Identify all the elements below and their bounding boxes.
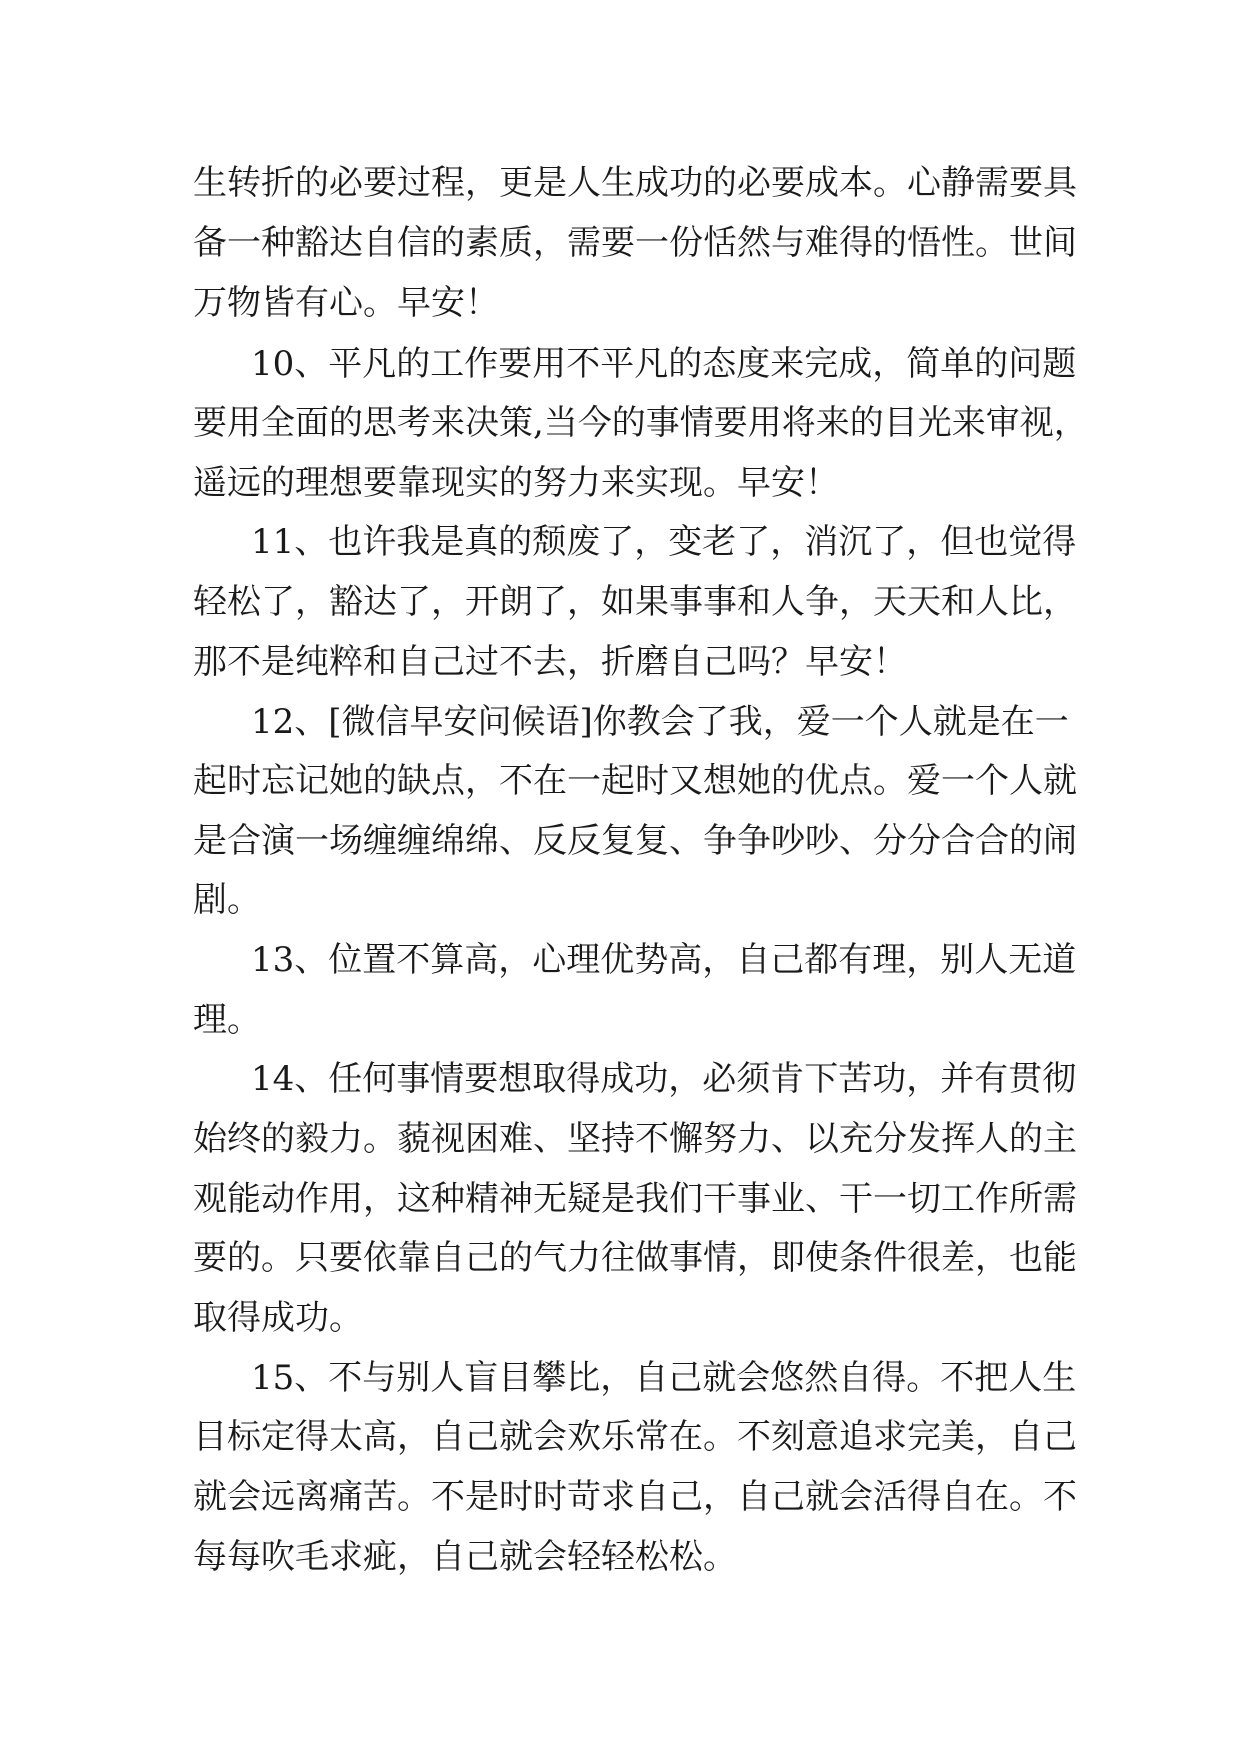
text-line: 是合演一场缠缠绵绵、反反复复、争争吵吵、分分合合的闹 [193,821,1077,861]
text-line: 起时忘记她的缺点，不在一起时又想她的优点。爱一个人就 [193,761,1077,801]
text-line: 观能动作用，这种精神无疑是我们干事业、干一切工作所需 [193,1179,1077,1219]
paragraph-10-first-line: 10、平凡的工作要用不平凡的态度来完成，简单的问题 [251,344,1077,384]
text-line: 那不是纯粹和自己过不去，折磨自己吗？早安！ [193,642,907,682]
text-line: 就会远离痛苦。不是时时苛求自己，自己就会活得自在。不 [193,1477,1077,1517]
text-line: 遥远的理想要靠现实的努力来实现。早安！ [193,463,839,503]
text-line: 剧。 [193,880,261,920]
text-line: 要用全面的思考来决策,当今的事情要用将来的目光来审视， [193,403,1088,443]
paragraph-15-first-line: 15、不与别人盲目攀比，自己就会悠然自得。不把人生 [251,1358,1077,1398]
text-line: 取得成功。 [193,1298,363,1338]
text-line: 理。 [193,1000,261,1040]
text-line: 万物皆有心。早安！ [193,283,499,323]
paragraph-12-first-line: 12、[微信早安问候语]你教会了我，爱一个人就是在一 [251,702,1069,742]
text-line: 备一种豁达自信的素质，需要一份恬然与难得的悟性。世间 [193,223,1077,263]
text-line: 轻松了，豁达了，开朗了，如果事事和人争，天天和人比， [193,582,1077,622]
paragraph-14-first-line: 14、任何事情要想取得成功，必须肯下苦功，并有贯彻 [251,1059,1077,1099]
text-line: 要的。只要依靠自己的气力往做事情，即使条件很差，也能 [193,1238,1077,1278]
text-line: 每每吹毛求疵，自己就会轻轻松松。 [193,1537,737,1577]
text-line: 目标定得太高，自己就会欢乐常在。不刻意追求完美，自己 [193,1417,1077,1457]
paragraph-11-first-line: 11、也许我是真的颓废了，变老了，消沉了，但也觉得 [251,522,1077,562]
text-line: 生转折的必要过程，更是人生成功的必要成本。心静需要具 [193,163,1077,203]
text-line: 始终的毅力。藐视困难、坚持不懈努力、以充分发挥人的主 [193,1119,1077,1159]
paragraph-13-first-line: 13、位置不算高，心理优势高，自己都有理，别人无道 [251,940,1077,980]
